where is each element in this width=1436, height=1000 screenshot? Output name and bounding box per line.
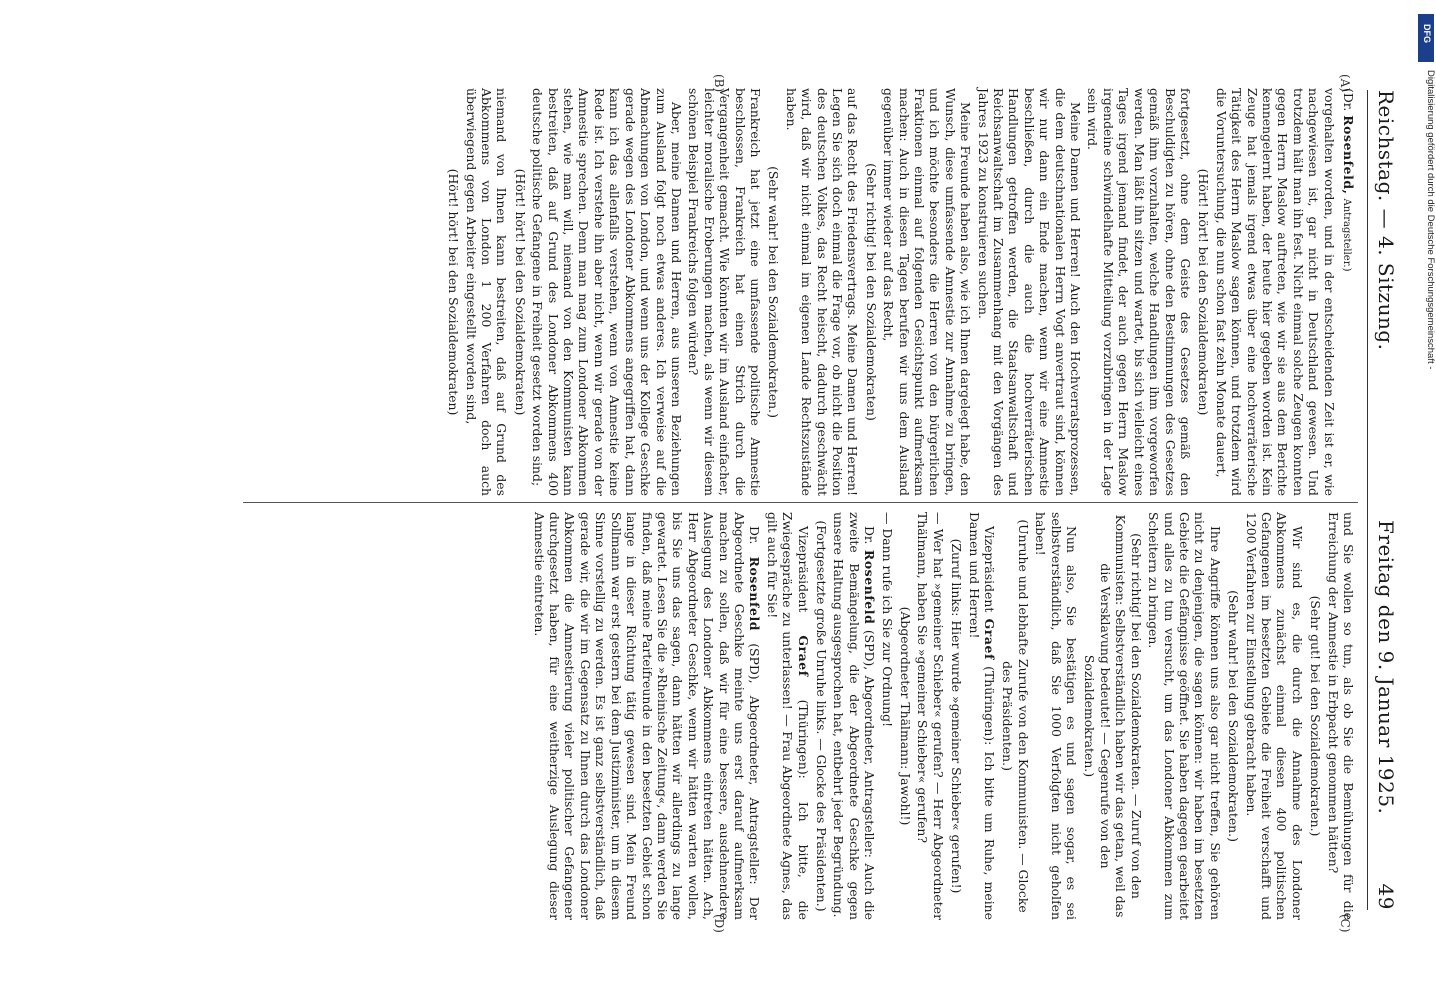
paragraph: Nun also, Sie bestätigen es und sagen sogar, es sei selbstverständlich, daß Sie 1000 Verfolgten nicht geholfen haben! xyxy=(1033,512,1080,920)
speaker-name: Rosenfeld xyxy=(862,549,878,625)
paragraph: vorgehalten worden, und in der entscheidenden Zeit ist er, wie nachgewiesen ist, gar nicht in Deutschland gewesen. Und trotzdem hält man ihn fest. Nicht einmal solche Zeugen konnten gegen Herrn Maslow auftreten, wie wir sie aus dem Berichte kennengelernt haben, der heute hier gegeben worden ist. Kein Zeuge hat jemals irgend etwas über eine hochverräterische Tätigkeit des Herrn Maslow sagen können, und trotzdem wird die Voruntersuchung, die nun schon fast zehn Monate dauert, xyxy=(1213,88,1337,496)
paragraph: Meine Damen und Herren! Auch den Hochverratsprozessen, die dem deutschnationalen Herrn Vogt anvertraut sind, können wir nur dann ein Ende machen, wenn wir eine Amnestie beschließen, durch die auch die hochverräterischen Handlungen getroffen werden, die Staatsanwaltschaft und Reichsanwaltschaft im Zusammenhang mit den Vorgängen des Jahres 1923 zu konstruieren suchen. xyxy=(975,88,1084,496)
right-column xyxy=(246,512,1356,920)
speech-paragraph xyxy=(764,512,810,920)
speech-text: (Thüringen): Ich bitte um Ruhe, meine Damen und Herren! xyxy=(966,512,998,920)
paragraph: und Sie wollen so tun, als ob Sie die Bemühungen für die Erreichung der Amnestie in Erbpacht genommen hätten? xyxy=(1325,512,1356,920)
speaker-note: Antragsteller.) xyxy=(1341,198,1352,272)
interjection: (Sehr richtig! bei den Sozialdemokraten) xyxy=(863,163,879,421)
interjection: (Abgeordneter Thälmann: Jawohl!) xyxy=(898,606,914,826)
interjection: (Sehr richtig! bei den Sozialdemokraten. — Zuruf von den Kommunisten: Selbstverständlich haben wir das getan, weil das die Versklavung bedeutet! — Gegenrufe von den Sozialdemokraten.) xyxy=(1082,514,1144,918)
speaker-title: Vizepräsident xyxy=(795,526,811,613)
paragraph: Ihre Angriffe können uns also gar nicht treffen, Sie gehören nicht zu denjenigen, die sagen können: wir haben im besetzten Gebiete die Gefängnisse geöffnet. Sie haben dagegen gearbeitet und alles zu tun versucht, um das Londoner Abkommen zum Scheitern zu bringen. xyxy=(1146,512,1223,920)
dfg-logo-text: DFG xyxy=(1422,24,1432,43)
interjection: (Unruhe und lebhafte Zurufe von den Kommunisten. — Glocke des Präsidenten.) xyxy=(1000,519,1031,913)
credit-text: Digitalisierung gefördert durch die Deutsche Forschungsgemeinschaft - xyxy=(1425,70,1436,370)
margin-marker-b: (B) xyxy=(712,74,726,93)
speaker-name: Graef xyxy=(795,635,811,677)
speaker-prefix: (Dr. xyxy=(1341,88,1356,112)
page-header xyxy=(1368,90,1398,910)
paragraph: Frankreich hat jetzt eine umfassende politische Amnestie beschlossen, Frankreich hat einen Strich durch die Vergangenheit gemacht. Wie könnten wir im Ausland einfacher, leichter moralische Eroberungen machen, als wenn wir diesem schönen Beispiel Frankreichs folgen würden? xyxy=(686,88,763,496)
interjection: (Fortgesetzte große Unruhe links. — Glocke des Präsidenten.) xyxy=(814,520,829,912)
paragraph: Wir sind es, die durch die Annahme des Londoner Abkommens zunächst einmal diesen 400 politischen Gefangenen im besetzten Gebiete die Freiheit verschafft und 1200 Verfahren zur Einstellung gebracht haben. xyxy=(1243,512,1305,920)
header-session: Reichstag. — 4. Sitzung. xyxy=(1374,90,1398,351)
interjection: (Hört! hört! bei den Sozialdemokraten) xyxy=(512,168,528,416)
paragraph: fortgesetzt, ohne dem Geiste des Gesetzes gemäß den Beschuldigten zu hören, ohne den Bestimmungen des Gesetzes gemäß ihm vorzuhalten, welche Handlungen ihm vorgeworfen werden. Man läßt ihn sitzen und wartet, bis sich vielleicht eines Tages irgend jemand findet, der auch gegen Herrn Maslow irgendeine schwindelhafte Mitteilung vorzubringen in der Lage sein wird. xyxy=(1085,88,1193,496)
margin-marker-a: (A) xyxy=(1338,74,1352,93)
interjection: (Hört! hört! bei den Sozialdemokraten) xyxy=(1196,168,1212,416)
interjection: (Hört! hört! bei den Sozialdemokraten) xyxy=(446,168,462,416)
speech-text: (SPD), Abgeordneter, Antragsteller: Auch die zweite Bemängelung, die der Abgeordnete Geschke gegen unsere Haltung ausgesprochen hat, entbehrt jeder Begründung. xyxy=(831,512,878,920)
column-divider xyxy=(243,502,1358,503)
paragraph: — Dann rufe ich Sie zur Ordnung! xyxy=(879,512,895,728)
speech-text: (SPD), Abgeordneter, Antragsteller: Der Abgeordnete Geschke meinte uns erst darauf aufmerksam machen zu sollen, daß wir für eine bessere, ausdehnendere Auslegung des Londoner Abkommens eintreten hätten. Ach, Herr Abgeordneter Geschke, wenn wir hätten warten wollen, bis Sie uns das sagen, dann hätten wir allerdings zu lange gewartet. Lesen Sie die »Rheinische Zeitung«, dann werden Sie finden, daß meine Parteifreunde in den besetzten Gebiet schon lange in dieser Richtung tätig gewesen sind. Mein Freund Sollmann war erst gestern bei dem Justizminister, um in diesem Sinne vorstellig zu werden. Es ist ganz selbstverständlich, daß gerade wir, die wir im Gegensatz zu Ihnen durch das Londoner Abkommen die Amnestierung vieler politischer Gefangener durchgesetzt haben, für eine weitherzige Auslegung dieser Amnestie eintreten. xyxy=(531,512,763,920)
paragraph: auf das Recht des Friedensvertrags. Meine Damen und Herren! Legen Sie sich doch einmal die Frage vor, ob nicht die Position des deutschen Volkes, das Recht heischt, dadurch geschwächt wird, daß wir nicht einmal im eigenen Lande Rechtszustände haben. xyxy=(783,88,861,496)
paragraph: niemand von Ihnen kann bestreiten, daß auf Grund des Abkommens von London 1 200 Verfahren doch auch überwiegend gegen Arbeiter eingestellt worden sind, xyxy=(463,88,510,496)
page-number: 49 xyxy=(1374,883,1398,910)
margin-marker-c: (C) xyxy=(1338,914,1352,933)
interjection: (Sehr wahr! bei den Sozialdemokraten.) xyxy=(766,166,782,418)
interjection: (Zuruf links: Hier wurde »gemeiner Schieber« gerufen!) xyxy=(949,538,965,894)
speech-text: (Thüringen): Ich bitte, die Zwiegespräche zu unterlassen! — Frau Abgeordnete Agnes, das gilt auch für Sie! xyxy=(764,512,811,920)
speaker-name: Rosenfeld, xyxy=(1341,115,1356,195)
digitization-credit xyxy=(1418,10,1436,990)
speaker-name: Rosenfeld xyxy=(747,556,763,632)
margin-marker-d: (D) xyxy=(712,914,726,933)
speaker-title: Vizepräsident xyxy=(982,526,998,613)
speech-paragraph xyxy=(831,512,877,920)
speaker-title: Dr. xyxy=(747,526,763,545)
left-column xyxy=(246,88,1356,496)
paragraph: Aber, meine Damen und Herren, aus unseren Beziehungen zum Ausland folgt noch etwas anderes. Ich verweise auf die Abmachungen von London, und wenn uns der Kollege Geschke gerade wegen des Londoner Abkommens angegriffen hat, dann kann ich das allenfalls verstehen, wenn von Amnestie keine Rede ist. Ich verstehe ihn aber nicht, wenn wir gerade von der Amnestie sprechen. Denn man mag zum Londoner Abkommen stehen, wie man will, niemand von den Kommunisten kann bestreiten, daß auf Grund des Londoner Abkommens 400 deutsche politische Gefangene in Freiheit gesetzt worden sind; xyxy=(530,88,684,496)
paragraph: — Wer hat »gemeiner Schieber« gerufen? — Herr Abgeordneter Thälmann, haben Sie »gemeiner Schieber« gerufen? xyxy=(915,512,946,920)
dfg-logo xyxy=(1418,14,1434,62)
interjection: (Sehr gut! bei den Sozialdemokraten.) xyxy=(1308,595,1324,837)
speaker-line xyxy=(1339,88,1356,496)
header-date: Freitag den 9. Januar 1925. xyxy=(1374,520,1398,815)
speaker-title: Dr. xyxy=(862,526,878,545)
header-rule xyxy=(1367,90,1368,910)
speech-paragraph xyxy=(966,512,997,920)
speech-paragraph xyxy=(531,512,762,920)
speaker-name: Graef xyxy=(982,618,998,660)
interjection: (Sehr wahr! bei den Sozialdemokraten.) xyxy=(1226,590,1242,842)
paragraph: Meine Freunde haben also, wie ich Ihnen dargelegt habe, den Wunsch, diese umfassende Amnestie zur Annahme zu bringen, und ich möchte besonders die Herren von den bürgerlichen Fraktionen einmal auf folgenden Gesichtspunkt aufmerksam machen: Auch in diesen Tagen berufen wir uns dem Ausland gegenüber immer wieder auf das Recht, xyxy=(881,88,974,496)
